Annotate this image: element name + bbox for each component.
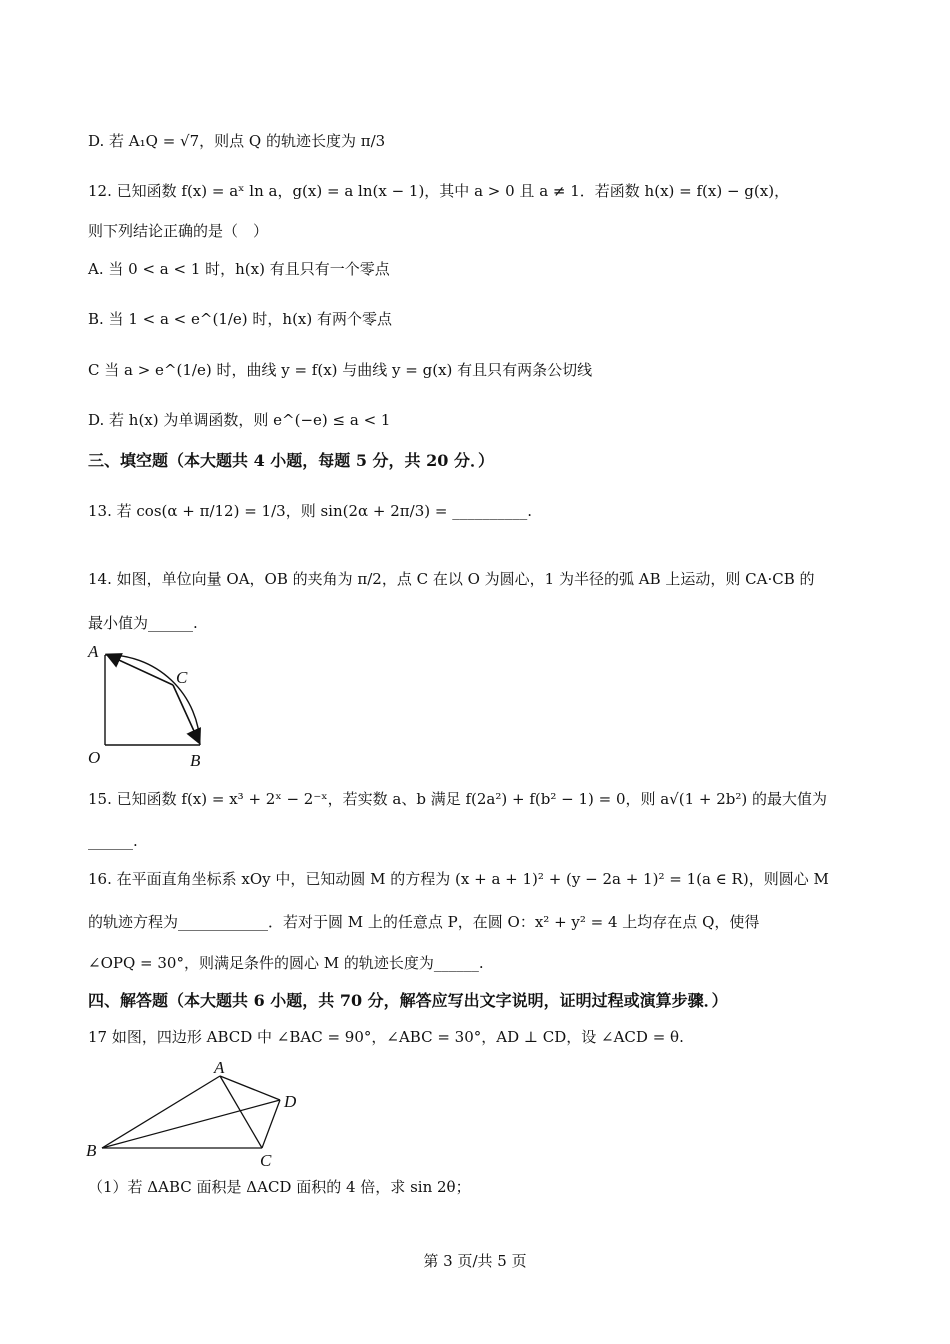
label-b: B	[190, 751, 201, 770]
q16-stem-cont-2: ∠OPQ = 30°，则满足条件的圆心 M 的轨迹长度为______.	[88, 954, 484, 972]
label-a: A	[88, 642, 99, 661]
q16-stem-cont: 的轨迹方程为____________．若对于圆 M 上的任意点 P，在圆 O：x² + y² = 4 上均存在点 Q，使得	[88, 913, 760, 931]
label-a: A	[214, 1058, 225, 1077]
segment-bd	[102, 1100, 280, 1148]
label-o: O	[88, 748, 101, 767]
vector-cb	[173, 685, 199, 742]
q12-stem-cont: 则下列结论正确的是（ ）	[88, 222, 269, 240]
q16-stem: 16. 在平面直角坐标系 xOy 中，已知动圆 M 的方程为 (x + a + 1)² + (y − 2a + 1)² = 1(a ∈ R)，则圆心 M	[88, 870, 829, 888]
segment-ac	[220, 1076, 262, 1148]
segment-dc	[262, 1100, 280, 1148]
q14-figure	[80, 640, 220, 772]
q12-option-c: C 当 a > e^(1/e) 时，曲线 y = f(x) 与曲线 y = g(x) 有且只有两条公切线	[88, 361, 593, 379]
q15-stem-cont: ______.	[88, 832, 138, 850]
q17-figure	[80, 1058, 320, 1170]
label-c: C	[176, 668, 188, 687]
segment-ad	[220, 1076, 280, 1100]
q12-option-d: D. 若 h(x) 为单调函数，则 e^(−e) ≤ a < 1	[88, 411, 391, 429]
page-footer: 第 3 页/共 5 页	[423, 1252, 527, 1270]
section-4-heading: 四、解答题（本大题共 6 小题，共 70 分，解答应写出文字说明，证明过程或演算步骤．）	[88, 991, 728, 1010]
q12-stem: 12. 已知函数 f(x) = aˣ ln a，g(x) = a ln(x − 1)，其中 a > 0 且 a ≠ 1．若函数 h(x) = f(x) − g(x)，	[88, 182, 790, 200]
section-3-heading: 三、填空题（本大题共 4 小题，每题 5 分，共 20 分．）	[88, 451, 494, 470]
q13: 13. 若 cos(α + π/12) = 1/3，则 sin(2α + 2π/3) = __________.	[88, 502, 532, 520]
q17-stem: 17 如图，四边形 ABCD 中 ∠BAC = 90°，∠ABC = 30°，AD ⊥ CD，设 ∠ACD = θ.	[88, 1028, 684, 1046]
label-c: C	[260, 1151, 272, 1170]
q11-option-d: D. 若 A₁Q = √7，则点 Q 的轨迹长度为 π/3	[88, 132, 386, 150]
q14-stem-cont: 最小值为______.	[88, 614, 198, 632]
q14-stem: 14. 如图，单位向量 OA，OB 的夹角为 π/2，点 C 在以 O 为圆心，1 为半径的弧 AB 上运动，则 CA·CB 的	[88, 570, 815, 588]
segment-ba	[102, 1076, 220, 1148]
q12-option-a: A. 当 0 < a < 1 时，h(x) 有且只有一个零点	[88, 260, 390, 278]
vector-ca	[108, 655, 173, 685]
label-b: B	[86, 1141, 97, 1160]
q15-stem: 15. 已知函数 f(x) = x³ + 2ˣ − 2⁻ˣ，若实数 a、b 满足 f(2a²) + f(b² − 1) = 0，则 a√(1 + 2b²) 的最大值为	[88, 790, 828, 808]
q12-option-b: B. 当 1 < a < e^(1/e) 时，h(x) 有两个零点	[88, 310, 393, 328]
label-d: D	[284, 1092, 297, 1111]
q17-part-1: （1）若 ΔABC 面积是 ΔACD 面积的 4 倍，求 sin 2θ；	[88, 1178, 471, 1196]
